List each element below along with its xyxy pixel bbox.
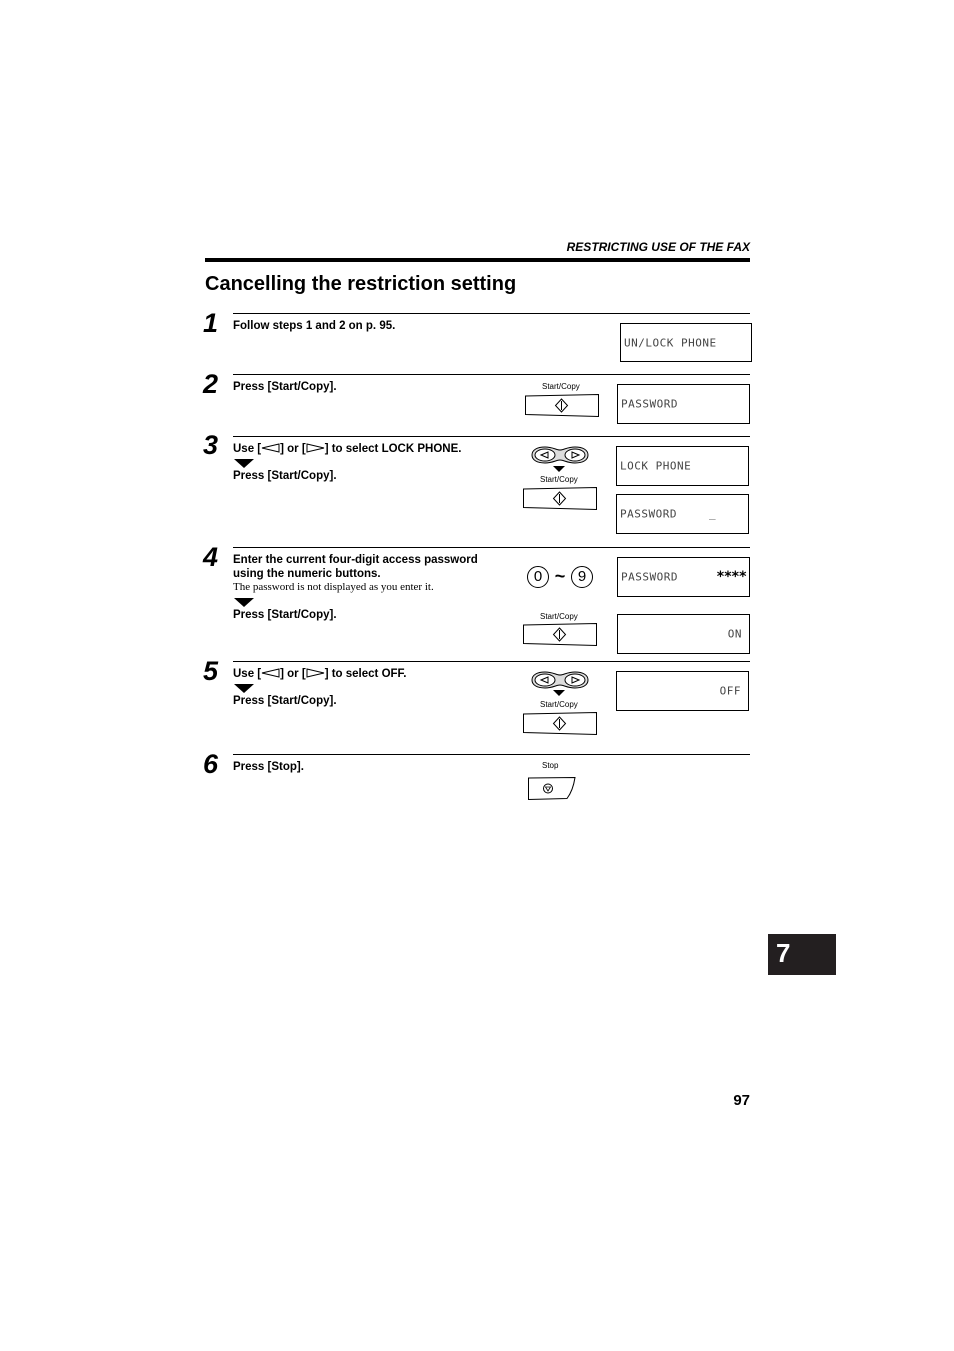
instruction-fragment: ] to select LOCK PHONE. xyxy=(324,443,462,455)
page-number: 97 xyxy=(733,1092,750,1109)
step-note: The password is not displayed as you enter it. xyxy=(233,581,434,593)
step-number: 2 xyxy=(203,369,219,399)
step-instruction: Press [Start/Copy]. xyxy=(233,695,337,707)
digit-0-key: 0 xyxy=(533,568,543,585)
lcd-cursor: _ xyxy=(709,507,716,521)
step-number: 3 xyxy=(203,430,219,460)
step-separator xyxy=(233,547,750,548)
lcd-text: PASSWORD xyxy=(621,397,678,411)
start-copy-button-icon xyxy=(524,393,600,418)
left-arrow-icon xyxy=(261,668,280,678)
left-arrow-icon xyxy=(261,443,280,453)
step-instruction: Enter the current four-digit access password xyxy=(233,554,478,566)
step-instruction: Press [Start/Copy]. xyxy=(233,609,337,621)
header-rule xyxy=(205,258,750,262)
left-right-buttons-icon xyxy=(531,446,589,464)
button-label: Start/Copy xyxy=(540,700,578,709)
right-arrow-icon xyxy=(306,668,325,678)
lcd-text: ON xyxy=(727,627,742,641)
lcd-text: PASSWORD xyxy=(620,507,677,521)
start-copy-button-icon xyxy=(522,622,598,647)
step-separator xyxy=(233,436,750,437)
lcd-display xyxy=(616,494,749,534)
down-arrow-icon xyxy=(553,690,565,697)
step-separator xyxy=(233,661,750,662)
right-arrow-icon xyxy=(306,443,325,453)
running-header: RESTRICTING USE OF THE FAX xyxy=(566,240,750,254)
step-instruction: Follow steps 1 and 2 on p. 95. xyxy=(233,320,396,332)
step-instruction xyxy=(233,442,461,456)
lcd-text: LOCK PHONE xyxy=(620,459,692,473)
lcd-display xyxy=(620,323,752,362)
button-label: Stop xyxy=(542,761,559,770)
step-instruction xyxy=(233,667,406,681)
range-tilde: ~ xyxy=(554,566,566,586)
chapter-number: 7 xyxy=(776,938,791,968)
step-number: 1 xyxy=(203,308,219,338)
next-arrow-icon xyxy=(234,598,254,607)
instruction-fragment: ] to select OFF. xyxy=(324,668,407,680)
lcd-text: PASSWORD xyxy=(621,570,678,584)
step-separator xyxy=(233,313,750,314)
instruction-fragment: ] or [ xyxy=(280,443,306,455)
lcd-display xyxy=(616,671,749,711)
lcd-text: OFF xyxy=(719,684,741,698)
left-right-buttons-icon xyxy=(531,671,589,689)
next-arrow-icon xyxy=(234,459,254,468)
lcd-text: UN/LOCK PHONE xyxy=(624,336,717,349)
start-copy-button-icon xyxy=(522,711,598,736)
button-label: Start/Copy xyxy=(540,475,578,484)
numeric-buttons-icon xyxy=(527,565,595,589)
step-instruction: using the numeric buttons. xyxy=(233,568,381,580)
instruction-fragment: Use [ xyxy=(233,443,262,455)
next-arrow-icon xyxy=(234,684,254,693)
step-number: 6 xyxy=(203,749,219,779)
lcd-display xyxy=(617,384,750,424)
lcd-display xyxy=(617,557,750,597)
step-separator xyxy=(233,374,750,375)
lcd-display xyxy=(616,446,749,486)
start-copy-button-icon xyxy=(522,486,598,511)
step-number: 4 xyxy=(203,542,219,572)
page-title: Cancelling the restriction setting xyxy=(205,273,517,295)
step-instruction: Press [Start/Copy]. xyxy=(233,470,337,482)
step-separator xyxy=(233,754,750,755)
step-instruction: Press [Stop]. xyxy=(233,761,304,773)
chapter-tab xyxy=(768,934,836,975)
lcd-display xyxy=(617,614,750,654)
down-arrow-icon xyxy=(553,466,565,473)
stop-button-icon xyxy=(527,776,577,801)
button-label: Start/Copy xyxy=(540,612,578,621)
step-instruction: Press [Start/Copy]. xyxy=(233,381,337,393)
digit-9-key: 9 xyxy=(577,568,587,585)
lcd-password-mask: **** xyxy=(716,569,746,585)
instruction-fragment: Use [ xyxy=(233,668,262,680)
instruction-fragment: ] or [ xyxy=(280,668,306,680)
step-number: 5 xyxy=(203,656,219,686)
button-label: Start/Copy xyxy=(542,382,580,391)
